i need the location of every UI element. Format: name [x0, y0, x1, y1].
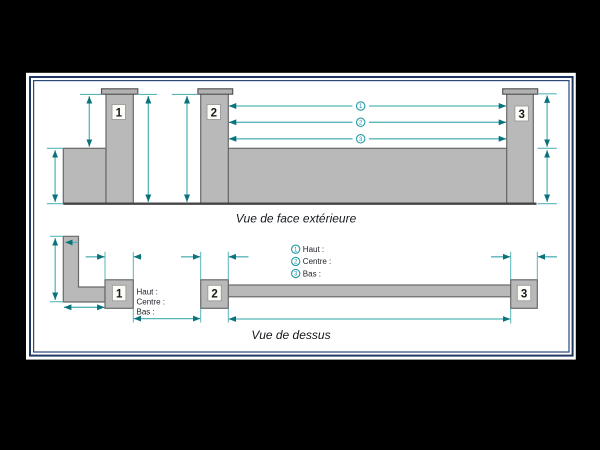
front-pillar-1-label — [112, 105, 126, 120]
front-pillar-1-number: 1 — [115, 107, 123, 120]
span-circle-1-number: 1 — [359, 104, 363, 111]
legend-circle-1-number: 1 — [294, 247, 298, 254]
legend-item-bas — [292, 269, 321, 278]
legend-label-haut: Haut : — [302, 245, 325, 254]
front-pillar-2-cap — [198, 89, 233, 94]
top-pillar-2-label — [208, 285, 222, 301]
front-pillar-1-cap — [102, 89, 138, 94]
front-main-wall — [228, 148, 506, 203]
front-pillar-3-number: 3 — [518, 108, 525, 121]
legend-label-bas: Bas : — [302, 269, 322, 279]
top-pillar-3-label — [517, 285, 531, 301]
front-view-caption: Vue de face extérieure — [235, 211, 357, 226]
front-pillar-2-number: 2 — [210, 107, 218, 120]
top-pillar-1-number: 1 — [115, 288, 123, 301]
legend-item-haut — [292, 245, 325, 254]
field-haut: Haut : — [136, 287, 158, 297]
field-centre: Centre : — [136, 297, 165, 307]
top-pillar-2-number: 2 — [211, 288, 218, 301]
top-view-caption: Vue de dessus — [251, 327, 331, 342]
field-bas: Bas : — [136, 307, 155, 317]
front-pillar-3-cap — [503, 89, 538, 94]
legend-item-centre — [292, 257, 332, 266]
front-pillar-2-label — [207, 105, 221, 120]
legend-label-centre: Centre : — [302, 257, 332, 267]
span-circle-2-number: 2 — [359, 120, 363, 127]
legend-circle-2-number: 2 — [294, 259, 298, 266]
top-pillar-1-label — [112, 285, 126, 301]
front-pillar-3-label — [515, 106, 529, 121]
span-circle-3-number: 3 — [359, 136, 363, 143]
top-main-wall — [228, 285, 510, 297]
legend-circle-3-number: 3 — [294, 271, 298, 278]
top-pillar-3-number: 3 — [520, 288, 528, 301]
front-low-wall — [63, 148, 106, 203]
